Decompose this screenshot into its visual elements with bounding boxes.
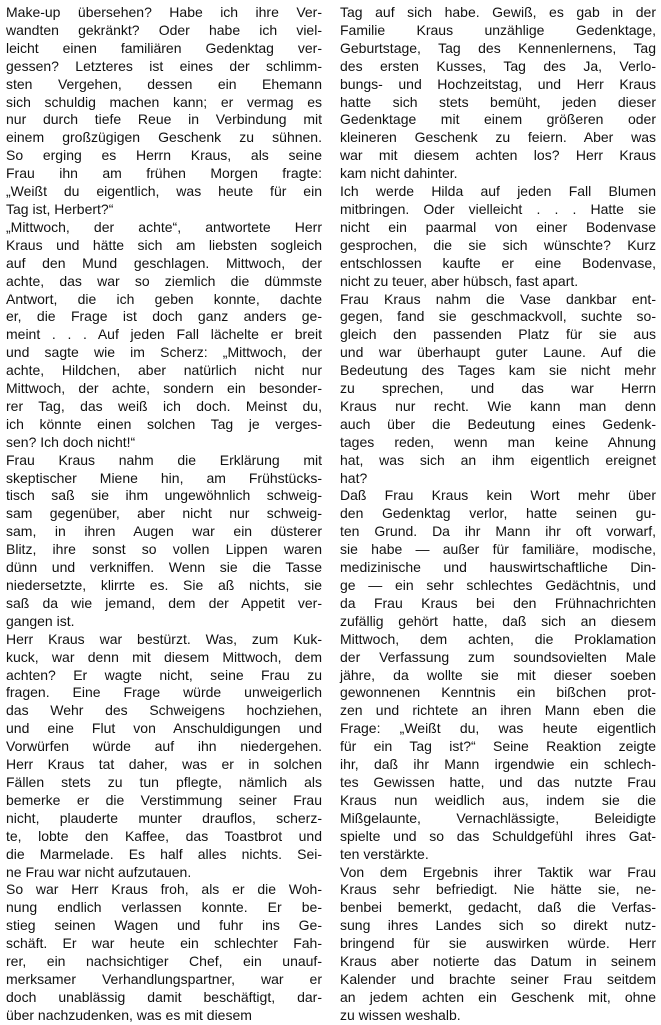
text-line: achten? Er wagte nicht, seine Frau zu xyxy=(6,666,322,683)
text-line: ich könnte einen solchen Tag je verges- xyxy=(6,415,322,432)
paragraph xyxy=(340,183,656,290)
text-line: spielte und so das Schuldgefühl ihres Gat- xyxy=(340,827,656,844)
text-line: te, lobte den Kaffee, das Toastbrot und xyxy=(6,827,322,844)
text-line: schäft. Er war heute ein schlechter Fah- xyxy=(6,935,322,952)
text-line: gegen, fand sie geschmackvoll, suchte so- xyxy=(340,308,656,325)
text-line: da Frau Kraus bei den Frühnachrichten xyxy=(340,594,656,611)
text-line: skeptischer Miene hin, am Frühstücks- xyxy=(6,469,322,486)
text-line: „Weißt du eigentlich, was heute für ein xyxy=(6,183,322,200)
text-line: hatte sich stets bemüht, jeden dieser xyxy=(340,93,656,110)
text-line: war mit diesem achten los? Herr Kraus xyxy=(340,147,656,164)
text-line: kuck, war denn mit diesem Mittwoch, dem xyxy=(6,648,322,665)
text-line: Herr Kraus tat daher, was er in solchen xyxy=(6,756,322,773)
text-line: Tag ist, Herbert?“ xyxy=(6,200,114,217)
text-line: Mittwoch, dem achten, die Proklamation xyxy=(340,630,656,647)
text-line: sung ihres Landes sich so direkt nutz- xyxy=(340,917,656,934)
text-line: einem großzügigen Geschenk zu sühnen. xyxy=(6,129,322,146)
text-line: sten Vergehen, dessen ein Ehemann xyxy=(6,75,322,92)
text-line: meint . . . Auf jeden Fall lächelte er breit xyxy=(6,326,322,343)
text-line: Kalender und brachte seiner Frau seitdem xyxy=(340,970,656,987)
paragraph xyxy=(6,4,322,219)
text-line: der Verfassung zum soundsovielten Male xyxy=(340,648,656,665)
text-line: Kraus und hätte sich am liebsten sogleich xyxy=(6,236,322,253)
text-line: kleineren Geschenk zu feiern. Aber was xyxy=(340,129,656,146)
text-line: das Wehr des Schweigens hochziehen, xyxy=(6,702,322,719)
text-line: Von dem Ergebnis ihrer Taktik war Frau xyxy=(340,863,656,880)
text-line: ten Grund. Da ihr Mann ihr oft vorwarf, xyxy=(340,523,656,540)
text-line: rer Tag, das weiß ich doch. Meinst du, xyxy=(6,397,322,414)
text-line: Gedenktage mit einem größeren oder xyxy=(340,111,656,128)
text-line: die Marmelade. Es half alles nichts. Sei- xyxy=(6,845,322,862)
text-line: doch unablässig damit beschäftigt, dar- xyxy=(6,988,322,1005)
paragraph xyxy=(340,864,656,1025)
text-line: Ich werde Hilda auf jeden Fall Blumen xyxy=(340,183,656,200)
text-line: tages reden, wenn man keine Ahnung xyxy=(340,433,656,450)
text-line: So war Herr Kraus froh, als er die Woh- xyxy=(6,881,322,898)
text-line: Bedeutung des Tages kam sie nicht mehr xyxy=(340,362,656,379)
text-line: Familie Kraus unzählige Gedenktage, xyxy=(340,21,656,38)
text-line: fragen. Eine Frage würde unweigerlich xyxy=(6,684,322,701)
text-line: bringend für sie auswirken würde. Herr xyxy=(340,935,656,952)
text-line: Antwort, die ich geben konnte, dachte xyxy=(6,290,322,307)
text-line: für ein Tag ist?“ Seine Reaktion zeigte xyxy=(340,738,656,755)
text-line: Daß Frau Kraus kein Wort mehr über xyxy=(340,487,656,504)
text-line: gessen? Letzteres ist eines der schlimm- xyxy=(6,57,322,74)
text-line: dünn und verkniffen. Wenn sie die Tasse xyxy=(6,559,322,576)
text-line: gangen ist. xyxy=(6,612,75,629)
text-line: Frage: „Weißt du, was heute eigentlich xyxy=(340,720,656,737)
text-line: ihr, daß ihr Mann irgendwie ein schlech- xyxy=(340,756,656,773)
text-line: zufällig gehört hatte, daß sich an diesem xyxy=(340,612,656,629)
text-line: nicht zu teuer, aber hübsch, fast apart. xyxy=(340,272,579,289)
text-line: ten verstärkte. xyxy=(340,845,429,862)
text-line: hat, was sich an ihm eigentlich ereignet xyxy=(340,451,656,468)
text-line: bungs- und Hochzeitstag, und Herr Kraus xyxy=(340,75,656,92)
paragraph xyxy=(6,452,322,631)
text-line: gleich den passenden Platz für sie aus xyxy=(340,326,656,343)
text-line: wandten gekränkt? Oder habe ich viel- xyxy=(6,21,322,38)
text-line: leicht einen familiären Gedenktag ver- xyxy=(6,39,322,56)
text-line: kam nicht dahinter. xyxy=(340,165,458,182)
text-line: Herr Kraus war bestürzt. Was, zum Kuk- xyxy=(6,630,322,647)
right-column xyxy=(340,4,656,1025)
text-line: auch über die Bedeutung eines Gedenk- xyxy=(340,415,656,432)
text-line: Frau ihn am frühen Morgen fragte: xyxy=(6,165,322,182)
text-line: Mißgelaunte, Vernachlässigte, Beleidigte xyxy=(340,809,656,826)
text-line: er, die Frage ist doch ganz anders ge- xyxy=(6,308,322,325)
text-line: achte, das war so ziemlich die dümmste xyxy=(6,272,322,289)
text-line: Kraus sehr befriedigt. Nie hätte sie, ne- xyxy=(340,881,656,898)
text-line: hat? xyxy=(340,469,368,486)
text-line: zen und richtete an ihren Mann eben die xyxy=(340,702,656,719)
text-line: mitbringen. Oder vielleicht . . . Hatte sie xyxy=(340,200,656,217)
text-line: tes Gewissen hatte, und das nutzte Frau xyxy=(340,773,656,790)
left-column xyxy=(6,4,322,1025)
text-line: bemerke er die Verstimmung seiner Frau xyxy=(6,791,322,808)
text-line: niedersetzte, klirrte es. Sie aß nichts, sie xyxy=(6,577,322,593)
text-line: sie habe — außer für familiäre, modische, xyxy=(340,541,656,558)
text-line: den Gedenktag verlor, hatte seinen gu- xyxy=(340,505,656,522)
text-line: Frau Kraus nahm die Erklärung mit xyxy=(6,451,322,468)
text-line: an jedem achten ein Geschenk mit, ohne xyxy=(340,988,656,1005)
text-line: gesprochen, die sie sich wünschte? Kurz xyxy=(340,236,656,253)
paragraph xyxy=(6,219,322,452)
text-line: und eine Flut von Anschuldigungen und xyxy=(6,720,322,737)
text-line: Fällen stets zu tun pflegte, nämlich als xyxy=(6,773,322,790)
paragraph xyxy=(340,4,656,183)
text-line: Tag auf sich habe. Gewiß, es gab in der xyxy=(340,4,656,20)
text-line: So erging es Herrn Kraus, als seine xyxy=(6,147,322,164)
paragraph xyxy=(6,631,322,882)
text-line: zu wissen weshalb. xyxy=(340,1006,461,1023)
text-line: tisch saß sie ihm ungewöhnlich schweig- xyxy=(6,487,322,504)
text-line: sen? Ich doch nicht!“ xyxy=(6,433,136,450)
text-line: nur durch tiefe Reue in Verbindung mit xyxy=(6,111,322,128)
text-line: nicht ein paarmal von einer Bodenvase xyxy=(340,218,656,235)
text-line: benbei bemerkt, gedacht, daß die Verfas- xyxy=(340,899,656,916)
text-line: sam gegenüber, aber nicht nur schweig- xyxy=(6,505,322,522)
text-line: über nachzudenken, was es mit diesem xyxy=(6,1006,252,1023)
text-line: gewonnenen Kenntnis ein bißchen prot- xyxy=(340,684,656,701)
text-line: saß da wie jemand, dem der Appetit ver- xyxy=(6,594,322,611)
text-line: sam, in ihren Augen war ein düsterer xyxy=(6,523,322,540)
text-line: entschlossen kaufte er eine Bodenvase, xyxy=(340,254,656,271)
text-line: Kraus nun weidlich aus, indem sie die xyxy=(340,791,656,808)
text-line: und war überhaupt guter Laune. Auf die xyxy=(340,344,656,361)
text-line: achte, Hildchen, aber natürlich nicht nur xyxy=(6,362,322,379)
paragraph xyxy=(340,487,656,863)
text-line: zu sprechen, und das war Herrn xyxy=(340,380,656,397)
text-line: ge — ein sehr schlechtes Gedächtnis, und xyxy=(340,577,656,593)
paragraph xyxy=(340,291,656,488)
paragraph xyxy=(6,881,322,1024)
text-line: „Mittwoch, der achte“, antwortete Herr xyxy=(6,218,322,235)
text-line: jähre, da wollte sie mit dieser soeben xyxy=(340,666,656,683)
text-line: nicht, plauderte munter drauflos, scherz- xyxy=(6,809,322,826)
text-line: des ersten Kusses, Tag des Ja, Verlo- xyxy=(340,57,656,74)
text-line: rer, ein nachsichtiger Chef, ein unauf- xyxy=(6,953,322,970)
text-line: Frau Kraus nahm die Vase dankbar ent- xyxy=(340,290,656,307)
text-line: Vorwürfen würde auf ihn niedergehen. xyxy=(6,738,322,755)
text-line: medizinische und hauswirtschaftliche Din- xyxy=(340,559,656,576)
text-line: Kraus aber notierte das Datum in seinem xyxy=(340,953,656,970)
text-line: auf den Mund geschlagen. Mittwoch, der xyxy=(6,254,322,271)
text-line: merksamer Verhandlungspartner, war er xyxy=(6,970,322,987)
text-line: und sagte wie im Scherz: „Mittwoch, der xyxy=(6,344,322,361)
text-line: ne Frau war nicht aufzutauen. xyxy=(6,863,192,880)
text-line: Mittwoch, der achte, sondern ein besonder- xyxy=(6,380,322,397)
text-line: sich schuldig machen kann; er vermag es xyxy=(6,93,322,110)
text-line: Make-up übersehen? Habe ich ihre Ver- xyxy=(6,4,322,20)
text-line: Geburtstage, Tag des Kennenlernens, Tag xyxy=(340,39,656,56)
text-line: stieg seinen Wagen und fuhr ins Ge- xyxy=(6,917,322,934)
text-line: nung endlich verlassen konnte. Er be- xyxy=(6,899,322,916)
text-line: Kraus nur recht. Wie kann man denn xyxy=(340,397,656,414)
text-line: Blitz, ihre sonst so vollen Lippen waren xyxy=(6,541,322,558)
